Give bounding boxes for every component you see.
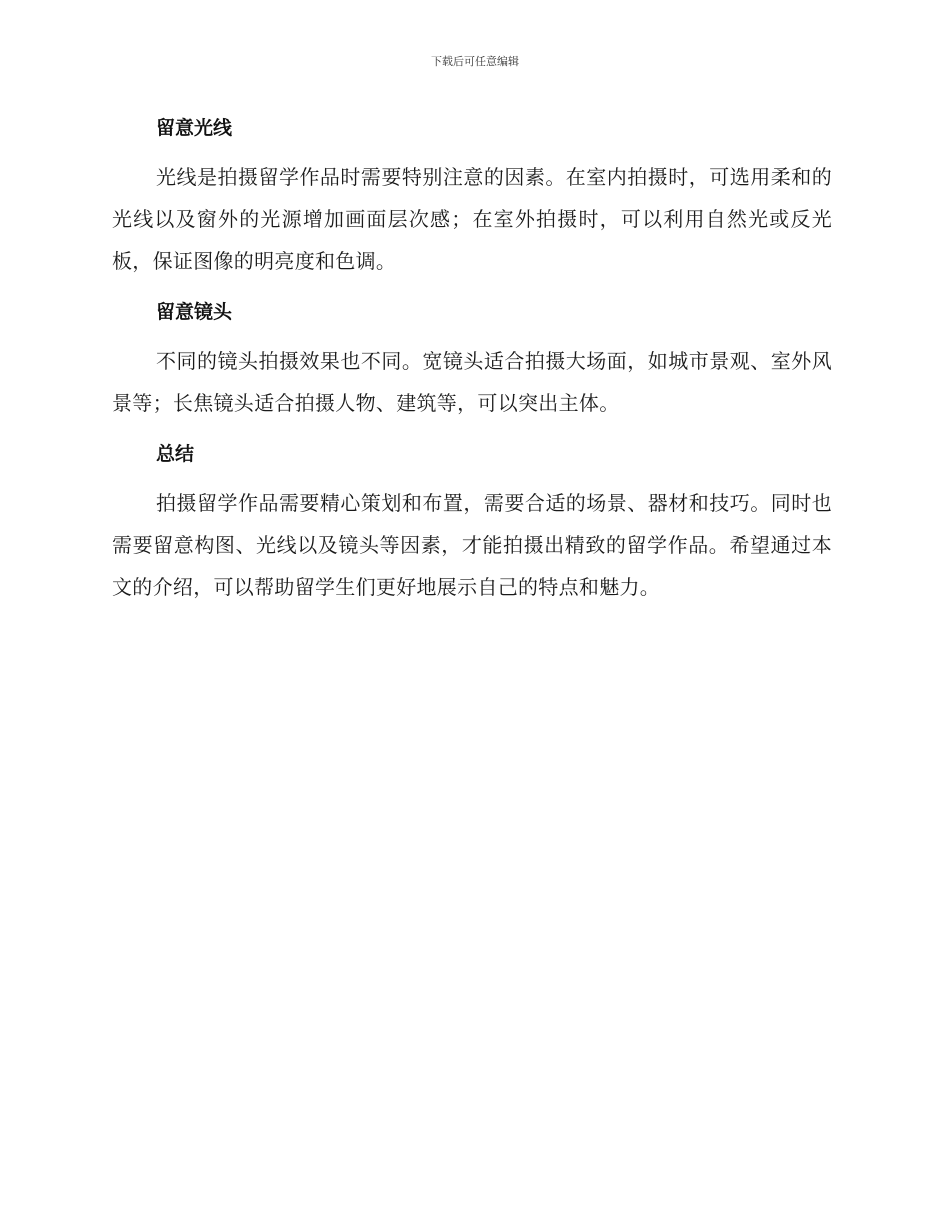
section-summary — [112, 436, 832, 608]
section-paragraph: 拍摄留学作品需要精心策划和布置，需要合适的场景、器材和技巧。同时也需要留意构图、光线以及镜头等因素，才能拍摄出精致的留学作品。希望通过本文的介绍，可以帮助留学生们更好地展示自己的特点和魅力。 — [112, 491, 832, 599]
document-body — [112, 110, 832, 620]
section-heading: 留意光线 — [156, 117, 233, 139]
section-lens — [112, 294, 832, 424]
section-heading: 留意镜头 — [156, 301, 233, 323]
section-paragraph: 光线是拍摄留学作品时需要特别注意的因素。在室内拍摄时，可选用柔和的光线以及窗外的光源增加画面层次感；在室外拍摄时，可以利用自然光或反光板，保证图像的明亮度和色调。 — [112, 165, 832, 273]
section-lighting — [112, 110, 832, 282]
header-note: 下载后可任意编辑 — [431, 55, 519, 68]
section-paragraph: 不同的镜头拍摄效果也不同。宽镜头适合拍摄大场面，如城市景观、室外风景等；长焦镜头适合拍摄人物、建筑等，可以突出主体。 — [112, 349, 832, 415]
section-heading: 总结 — [156, 443, 195, 465]
